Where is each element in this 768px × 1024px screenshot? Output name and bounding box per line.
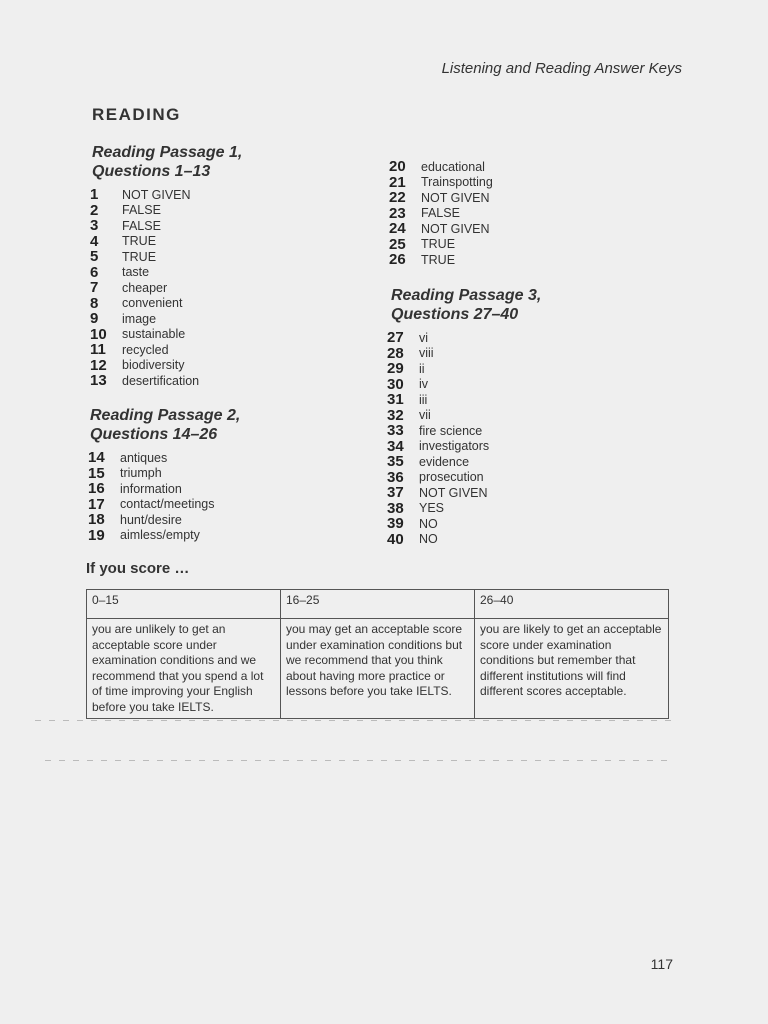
question-number: 23: [389, 204, 406, 222]
question-number: 33: [387, 422, 404, 440]
answer-text: TRUE: [421, 237, 456, 252]
answer-item: [387, 501, 489, 517]
answer-text: vii: [419, 408, 431, 423]
answer-text: aimless/empty: [120, 528, 200, 543]
question-number: 2: [90, 201, 99, 219]
question-number: 7: [90, 279, 99, 297]
passage-2-answer-list: [88, 450, 215, 543]
answer-text: FALSE: [122, 203, 161, 218]
passage-1-heading-line1: Reading Passage 1,: [92, 144, 243, 161]
question-number: 15: [88, 464, 105, 482]
answer-item: [90, 358, 199, 374]
question-number: 37: [387, 484, 404, 502]
answer-item: [387, 423, 489, 439]
answer-item: [387, 516, 489, 532]
question-number: 24: [389, 220, 406, 238]
answer-text: iii: [419, 392, 428, 407]
answer-text: antiques: [120, 450, 168, 465]
question-number: 28: [387, 344, 404, 362]
question-number: 10: [90, 325, 107, 343]
answer-text: iv: [419, 377, 429, 392]
score-description-cell: you may get an acceptable score under examination conditions but we recommend that you think about having more practice or lessons before you take IELTS.: [281, 619, 475, 719]
question-number: 34: [387, 437, 404, 455]
question-number: 19: [88, 526, 105, 544]
answer-text: cheaper: [122, 280, 168, 295]
question-number: 14: [88, 449, 105, 467]
question-number: 20: [389, 158, 406, 176]
passage-1-heading: [92, 143, 242, 181]
question-number: 5: [90, 248, 99, 266]
running-header: Listening and Reading Answer Keys: [441, 60, 682, 77]
answer-text: TRUE: [122, 234, 157, 249]
answer-text: NO: [419, 532, 438, 547]
answer-text: educational: [421, 159, 485, 174]
answer-text: image: [122, 311, 157, 326]
answer-item: [90, 203, 199, 219]
question-number: 32: [387, 406, 404, 424]
question-number: 26: [389, 251, 406, 269]
question-number: 30: [387, 375, 404, 393]
answer-item: [88, 450, 215, 466]
answer-item: [88, 481, 215, 497]
passage-2-answer-list-continued: [389, 159, 493, 268]
answer-text: information: [120, 481, 182, 496]
answer-text: convenient: [122, 296, 183, 311]
question-number: 11: [90, 341, 106, 359]
answer-text: biodiversity: [122, 358, 185, 373]
question-number: 1: [90, 186, 99, 204]
question-number: 8: [90, 294, 99, 312]
question-number: 6: [90, 263, 99, 281]
answer-text: prosecution: [419, 470, 484, 485]
score-table: [86, 589, 669, 719]
question-number: 9: [90, 310, 99, 328]
passage-3-answer-list: [387, 330, 489, 547]
answer-item: [389, 190, 493, 206]
question-number: 21: [389, 173, 406, 191]
page-number: 117: [650, 956, 673, 972]
score-range-cell: 16–25: [281, 590, 475, 619]
answer-item: [387, 330, 489, 346]
question-number: 16: [88, 480, 105, 498]
answer-item: [387, 454, 489, 470]
answer-item: [88, 512, 215, 528]
answer-text: investigators: [419, 439, 490, 454]
answer-text: NOT GIVEN: [421, 190, 490, 205]
answer-item: [389, 237, 493, 253]
answer-item: [90, 218, 199, 234]
answer-text: contact/meetings: [120, 497, 215, 512]
passage-3-heading-line1: Reading Passage 3,: [391, 287, 542, 304]
answer-item: [389, 221, 493, 237]
question-number: 13: [90, 372, 107, 390]
passage-2-heading-line2: Questions 14–26: [90, 426, 218, 443]
score-range-cell: 26–40: [475, 590, 669, 619]
answer-text: FALSE: [122, 218, 161, 233]
score-description-cell: you are unlikely to get an acceptable score under examination conditions and we recommend that you spend a lot of time improving your English before you take IELTS.: [87, 619, 281, 719]
score-description-row: [87, 619, 669, 719]
answer-item: [387, 532, 489, 548]
answer-item: [389, 252, 493, 268]
question-number: 29: [387, 360, 404, 378]
answer-item: [389, 206, 493, 222]
answer-item: [90, 187, 199, 203]
answer-item: [90, 249, 199, 265]
answer-item: [387, 408, 489, 424]
answer-text: NOT GIVEN: [421, 221, 490, 236]
scan-artifact: [35, 720, 675, 721]
passage-3-heading: [391, 286, 541, 324]
question-number: 22: [389, 189, 406, 207]
answer-item: [90, 234, 199, 250]
answer-text: ii: [419, 361, 425, 376]
question-number: 40: [387, 530, 404, 548]
passage-2-heading: [90, 406, 240, 444]
answer-text: evidence: [419, 454, 470, 469]
question-number: 4: [90, 232, 99, 250]
question-number: 27: [387, 329, 404, 347]
answer-item: [90, 265, 199, 281]
answer-item: [90, 327, 199, 343]
answer-text: taste: [122, 265, 150, 280]
passage-3-heading-line2: Questions 27–40: [391, 306, 519, 323]
question-number: 12: [90, 356, 107, 374]
answer-text: hunt/desire: [120, 512, 182, 527]
answer-text: FALSE: [421, 206, 460, 221]
answer-text: TRUE: [122, 249, 157, 264]
answer-item: [387, 485, 489, 501]
score-range-cell: 0–15: [87, 590, 281, 619]
answer-text: triumph: [120, 466, 162, 481]
question-number: 39: [387, 515, 404, 533]
answer-text: Trainspotting: [421, 175, 493, 190]
passage-1-answer-list: [90, 187, 199, 389]
answer-text: recycled: [122, 342, 169, 357]
answer-text: vi: [419, 330, 429, 345]
answer-text: fire science: [419, 423, 483, 438]
passage-1-heading-line2: Questions 1–13: [92, 163, 211, 180]
answer-item: [88, 528, 215, 544]
answer-text: viii: [419, 346, 434, 361]
answer-item: [90, 311, 199, 327]
answer-item: [387, 346, 489, 362]
answer-item: [90, 280, 199, 296]
question-number: 18: [88, 511, 105, 529]
answer-item: [88, 466, 215, 482]
answer-text: NO: [419, 516, 438, 531]
answer-text: desertification: [122, 373, 200, 388]
question-number: 31: [387, 391, 404, 409]
question-number: 36: [387, 468, 404, 486]
answer-text: TRUE: [421, 252, 456, 267]
answer-item: [389, 159, 493, 175]
question-number: 17: [88, 495, 105, 513]
answer-item: [88, 497, 215, 513]
answer-text: sustainable: [122, 327, 186, 342]
answer-text: NOT GIVEN: [419, 485, 488, 500]
passage-2-heading-line1: Reading Passage 2,: [90, 407, 241, 424]
answer-item: [90, 296, 199, 312]
answer-item: [387, 377, 489, 393]
answer-text: NOT GIVEN: [122, 187, 191, 202]
answer-item: [90, 373, 199, 389]
answer-item: [90, 342, 199, 358]
answer-item: [387, 439, 489, 455]
section-title: READING: [92, 105, 181, 124]
answer-item: [387, 392, 489, 408]
score-heading: If you score …: [86, 560, 190, 577]
question-number: 3: [90, 217, 99, 235]
answer-text: YES: [419, 501, 445, 516]
question-number: 35: [387, 453, 404, 471]
answer-item: [387, 470, 489, 486]
scan-artifact: [45, 760, 675, 761]
answer-item: [389, 175, 493, 191]
score-range-row: [87, 590, 669, 619]
answer-item: [387, 361, 489, 377]
question-number: 25: [389, 235, 406, 253]
question-number: 38: [387, 499, 404, 517]
score-description-cell: you are likely to get an acceptable score under examination conditions but remember that different institutions will find different scores acceptable.: [475, 619, 669, 719]
